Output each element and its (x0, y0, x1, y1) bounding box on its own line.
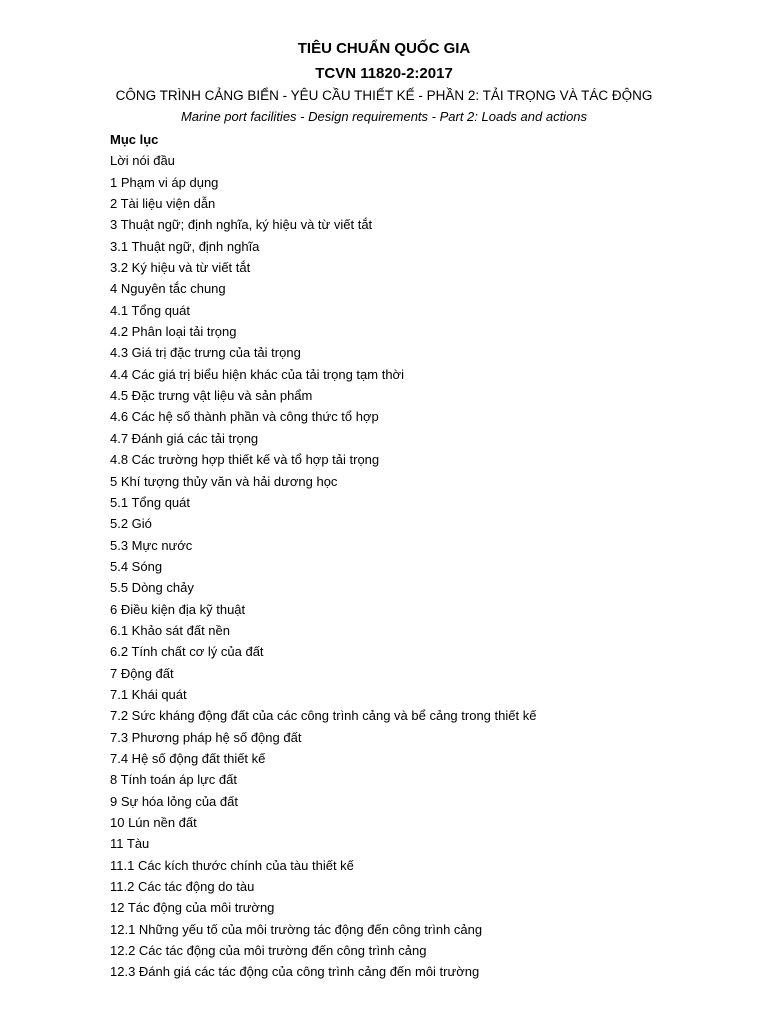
toc-item: 9 Sự hóa lỏng của đất (110, 793, 238, 809)
toc-item: 11.2 Các tác động do tàu (110, 879, 255, 895)
toc-item: Lời nói đầu (110, 153, 175, 169)
toc-item: 7 Động đất (110, 665, 174, 681)
toc-item: 10 Lún nền đất (110, 815, 197, 830)
toc-item: 5 Khí tượng thủy văn và hải dương học (110, 473, 338, 489)
toc-item: 5.1 Tổng quát (110, 494, 190, 510)
toc-item: 5.4 Sóng (110, 558, 163, 574)
toc-item: 12.2 Các tác động của môi trường đến công trình cảng (110, 943, 427, 959)
standard-code: TCVN 11820-2:2017 (315, 65, 453, 82)
toc-item: 5.3 Mực nước (110, 537, 193, 553)
toc-list (110, 150, 730, 982)
toc-item: 11.1 Các kích thước chính của tàu thiết kế (110, 857, 354, 873)
toc-item: 4.6 Các hệ số thành phần và công thức tổ hợp (110, 409, 379, 425)
toc-item: 1 Phạm vi áp dụng (110, 174, 219, 190)
toc-item: 12 Tác động của môi trường (110, 900, 275, 916)
toc-item: 4.2 Phân loại tải trọng (110, 324, 237, 340)
toc-item: 3.2 Ký hiệu và từ viết tắt (110, 260, 251, 276)
toc-item: 4.8 Các trường hợp thiết kế và tổ hợp tải trọng (110, 452, 380, 468)
toc-item: 12.3 Đánh giá các tác động của công trình cảng đến môi trường (110, 964, 480, 980)
toc-item: 4.4 Các giá trị biểu hiện khác của tải trọng tạm thời (110, 366, 404, 382)
toc-heading: Mục lục (110, 132, 159, 147)
toc-item: 8 Tính toán áp lực đất (110, 772, 237, 788)
table-of-contents (110, 129, 730, 983)
toc-item: 7.3 Phương pháp hệ số động đất (110, 729, 302, 745)
toc-item: 6.2 Tính chất cơ lý của đất (110, 644, 264, 660)
toc-item: 12.1 Những yếu tố của môi trường tác động đến công trình cảng (110, 921, 483, 937)
toc-item: 4.5 Đặc trưng vật liệu và sản phẩm (110, 388, 313, 404)
document-title: TIÊU CHUẨN QUỐC GIA (297, 40, 471, 57)
toc-item: 2 Tài liệu viện dẫn (110, 196, 216, 212)
toc-item: 3 Thuật ngữ; định nghĩa, ký hiệu và từ viết tắt (110, 217, 373, 233)
document-subtitle-en: Marine port facilities - Design requirements - Part 2: Loads and actions (180, 109, 588, 124)
document-subtitle-vi: CÔNG TRÌNH CẢNG BIỂN - YÊU CẦU THIẾT KẾ - PHẦN 2: TẢI TRỌNG VÀ TÁC ĐỘNG (115, 88, 653, 103)
toc-item: 4.7 Đánh giá các tải trọng (110, 430, 259, 446)
toc-item: 7.2 Sức kháng động đất của các công trình cảng và bể cảng trong thiết kế (110, 708, 537, 724)
toc-item: 4.1 Tổng quát (110, 302, 190, 318)
toc-item: 6 Điều kiện địa kỹ thuật (110, 601, 246, 617)
toc-item: 4 Nguyên tắc chung (110, 281, 226, 297)
toc-item: 7.4 Hệ số động đất thiết kế (110, 750, 266, 766)
toc-item: 6.1 Khảo sát đất nền (110, 622, 230, 638)
toc-item: 4.3 Giá trị đặc trưng của tải trọng (110, 345, 301, 361)
toc-item: 11 Tàu (110, 836, 150, 852)
toc-item: 5.5 Dòng chảy (110, 580, 194, 596)
toc-item: 5.2 Gió (110, 516, 152, 532)
toc-item: 7.1 Khái quát (110, 686, 187, 702)
toc-item: 3.1 Thuật ngữ, định nghĩa (110, 238, 260, 254)
